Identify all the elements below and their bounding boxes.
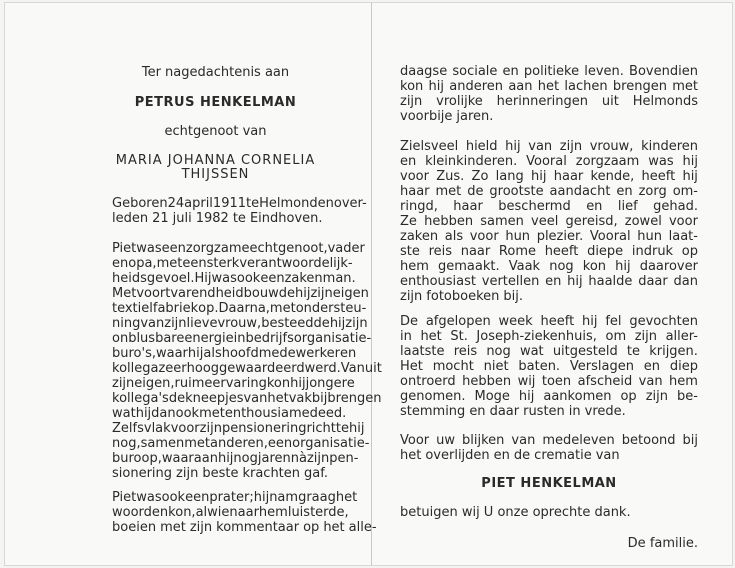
text-line: laatste reis nog wat uitgesteld te krijgen. (400, 344, 698, 359)
text-line: wat hij dan ook met enthousiame deed. (112, 406, 347, 421)
text-line: buro's, waar hij als hoofdmedewerker en (112, 346, 357, 361)
text-line: heidsgevoel. Hij was ook een zakenman. (112, 271, 356, 286)
spouse-name-line1: MARIA JOHANNA CORNELIA (115, 153, 316, 168)
fold-divider (371, 3, 372, 565)
text-line: haar met de grootste aandacht en zorg om- (400, 184, 698, 199)
left-paragraph-birth (112, 196, 367, 226)
text-line: nog, samen met anderen, een organisatie- (112, 436, 370, 451)
closing-name: PIET HENKELMAN (481, 476, 617, 491)
text-line: sionering zijn beste krachten gaf. (112, 466, 328, 481)
text-line: voorbije jaren. (400, 109, 494, 124)
right-paragraph-humor (400, 64, 698, 124)
text-line: Piet was een zorgzame echtgenoot, vader (112, 241, 365, 256)
deceased-name: PETRUS HENKELMAN (134, 95, 297, 110)
closing-signature: De familie. (627, 536, 698, 551)
text-line: kon hij anderen aan het lachen brengen met (400, 79, 698, 94)
memorial-card (4, 2, 733, 566)
closing-thanks: betuigen wij U onze oprechte dank. (400, 505, 631, 520)
text-line: kollega zeer hoog gewaardeerd werd. Vanuit (112, 361, 382, 376)
text-line: woord en kon, al wie naar hem luisterde, (112, 505, 349, 520)
text-line: Het mocht niet baten. Verslagen en diep (400, 359, 698, 374)
text-line: ning van zijn lieve vrouw, besteedde hij zijn (112, 316, 368, 331)
text-line: boeien met zijn kommentaar op het alle- (112, 520, 377, 535)
text-line: hem gemaakt. Vaak nog kon hij daarover (400, 259, 698, 274)
left-paragraph-life (112, 241, 382, 481)
in-memory-line: Ter nagedachtenis aan (141, 65, 290, 80)
text-line: voor Zus. Zo lang hij haar kende, heeft hij (400, 169, 698, 184)
text-line: Piet was ook een prater; hij nam graag het (112, 490, 358, 505)
text-line: enthousiast vertellen en hij haalde daar dan (400, 274, 698, 289)
text-line: Voor uw blijken van medeleven betoond bij (400, 433, 698, 448)
text-line: ontroerd hebben wij toen afscheid van hem (400, 374, 698, 389)
spouse-of-line: echtgenoot van (164, 124, 267, 139)
text-line: het overlijden en de crematie van (400, 448, 620, 463)
left-paragraph-talker (112, 490, 377, 535)
right-paragraph-sympathy (400, 433, 698, 463)
spouse-name-line2: THIJSSEN (181, 167, 250, 182)
text-line: zijn vrolijke herinneringen uit Helmonds (400, 94, 698, 109)
text-line: Zielsveel hield hij van zijn vrouw, kinderen (400, 139, 698, 154)
text-line: ste reis naar Rome heeft diepe indruk op (400, 244, 698, 259)
text-line: kollega's de kneepjes van het vak bijbrengen (112, 391, 382, 406)
text-line: Geboren 24 april 1911 te Helmond en over- (112, 196, 367, 211)
right-paragraph-hospital (400, 314, 698, 419)
text-line: Met voortvarendheid bouwde hij zijn eigen (112, 286, 369, 301)
text-line: De afgelopen week heeft hij fel gevochten (400, 314, 698, 329)
text-line: Ze hebben samen veel gereisd, zowel voor (400, 214, 698, 229)
text-line: textielfabriek op. Daarna, met ondersteu- (112, 301, 367, 316)
text-line: in het St. Joseph-ziekenhuis, om zijn aller- (400, 329, 698, 344)
text-line: zaken als voor hun plezier. Vooral hun laat- (400, 229, 698, 244)
text-line: buro op, waaraan hij nog jaren nà zijn pen- (112, 451, 359, 466)
text-line: daagse sociale en politieke leven. Bovendien (400, 64, 698, 79)
text-line: stemming en daar rusten in vrede. (400, 404, 626, 419)
text-line: leden 21 juli 1982 te Eindhoven. (112, 211, 323, 226)
text-line: zijn fotoboeken bij. (400, 289, 523, 304)
text-line: Zelfs vlak voor zijn pensionering richtte hij (112, 421, 365, 436)
text-line: zijn eigen, ruime ervaring kon hij jongere (112, 376, 355, 391)
text-line: onblusbare energie in bedrijfsorganisatie- (112, 331, 372, 346)
text-line: genomen. Moge hij aankomen op zijn be- (400, 389, 698, 404)
right-paragraph-family (400, 139, 698, 304)
text-line: ringd, haar beschermd en lief gehad. (400, 199, 698, 214)
text-line: en opa, met een sterk verantwoordelijk- (112, 256, 353, 271)
text-line: en kleinkinderen. Vooral zorgzaam was hij (400, 154, 698, 169)
